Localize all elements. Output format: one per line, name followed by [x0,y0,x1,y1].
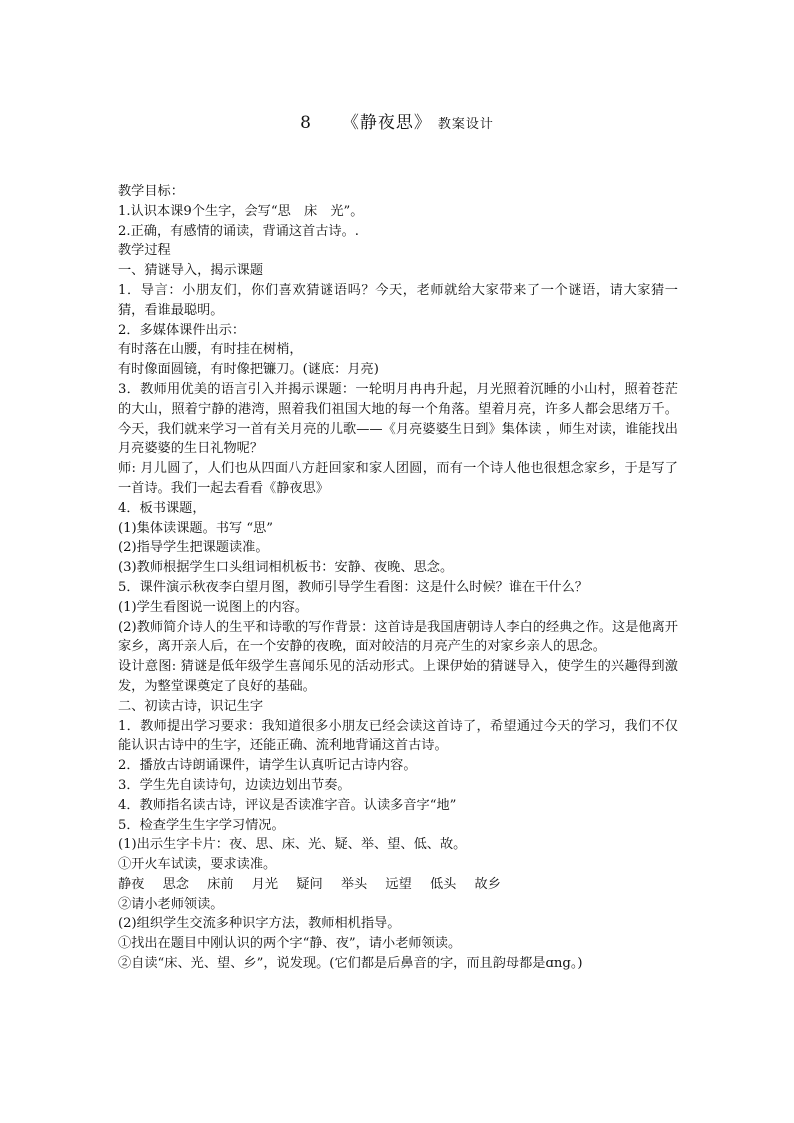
lesson-number: 8 [300,113,312,133]
page-title [0,108,794,133]
document-body [118,182,678,974]
text-line: (1)学生看图说一说图上的内容。 [118,599,309,615]
text-line: ①开火车试读，要求读准。 [118,857,277,873]
text-line: ①找出在题目中刚认识的两个字“静、夜”，请小老师领读。 [118,936,462,952]
text-line: 2．播放古诗朗诵课件，请学生认真听记古诗内容。 [118,758,417,774]
text-paragraph: 3．教师用优美的语言引入并揭示课题：一轮明月冉冉升起，月光照着沉睡的小山村，照着苍茫的大山，照着宁静的港湾，照着我们祖国大地的每一个角落。望着月亮，许多人都会思绪万千。今天，我们就来学习一首有关月亮的儿歌——《月亮婆婆生日到》集体读 ，师生对读，谁能找出月亮婆婆的生日礼物呢？ [118,381,678,457]
text-line: 1.认识本课9个生字，会写“思 床 光”。 [118,203,364,219]
text-line: 有时落在山腰，有时挂在树梢， [118,342,303,358]
text-paragraph: 师: 月儿圆了，人们也从四面八方赶回家和家人团圆，而有一个诗人他也很想念家乡，于是写了一首诗。我们一起去看看《静夜思》 [118,461,678,496]
section-heading: 二、初读古诗，识记生字 [118,698,264,714]
text-line: 2.正确，有感情的诵读，背诵这首古诗。. [118,223,359,239]
text-line: 4．板书课题， [118,500,206,516]
text-line: 有时像面圆镜，有时像把镰刀。(谜底：月亮) [118,362,379,378]
text-paragraph: 1．导言：小朋友们，你们喜欢猜谜语吗？今天，老师就给大家带来了一个谜语，请大家猜一猜，看谁最聪明。 [118,282,678,318]
word-list: 静夜 思念 床前 月光 疑问 举头 远望 低头 故乡 [118,876,501,892]
text-line: ②请小老师领读。 [118,896,224,912]
text-line: (2)指导学生把课题读准。 [118,540,269,556]
text-line: 3．学生先自读诗句，边读边划出节奏。 [118,777,351,793]
text-line: ②自读“床、光、望、乡”，说发现。(它们都是后鼻音的字，而且韵母都是ɑng。) [118,956,583,972]
text-paragraph: (2)教师简介诗人的生平和诗歌的写作背景：这首诗是我国唐朝诗人李白的经典之作。这是他离开家乡，离开亲人后，在一个安静的夜晚，面对皎洁的月亮产生的对家乡亲人的思念。 [118,619,678,655]
text-line: 2．多媒体课件出示： [118,322,246,338]
text-line: 5．课件演示秋夜李白望月图，教师引导学生看图：这是什么时候？谁在干什么？ [118,579,588,595]
text-paragraph: 设计意图: 猜谜是低年级学生喜闻乐见的活动形式。上课伊始的猜谜导入，使学生的兴趣得到激发，为整堂课奠定了良好的基础。 [118,659,678,694]
text-line: (1)集体读课题。书写 “思” [118,520,274,536]
text-line: (1)出示生字卡片：夜、思、床、光、疑、举、望、低、故。 [118,837,467,853]
text-line: 一、猜谜导入，揭示课题 [118,263,264,279]
text-paragraph: 1．教师提出学习要求：我知道很多小朋友已经会读这首诗了，希望通过今天的学习，我们不仅能认识古诗中的生字，还能正确、流利地背诵这首古诗。 [118,718,678,754]
text-line: 4．教师指名读古诗，评议是否读准字音。认读多音字“地” [118,797,457,813]
lesson-name: 《静夜思》 [341,113,432,133]
title-suffix: 教案设计 [437,117,494,132]
text-line: 教学目标： [118,184,184,199]
text-line: (3)教师根据学生口头组词相机板书：安静、夜晚、思念。 [118,560,454,576]
text-line: (2)组织学生交流多种识字方法，教师相机指导。 [118,916,401,932]
text-line: 5．检查学生生字学习情况。 [118,817,285,833]
text-line: 教学过程 [118,243,171,259]
